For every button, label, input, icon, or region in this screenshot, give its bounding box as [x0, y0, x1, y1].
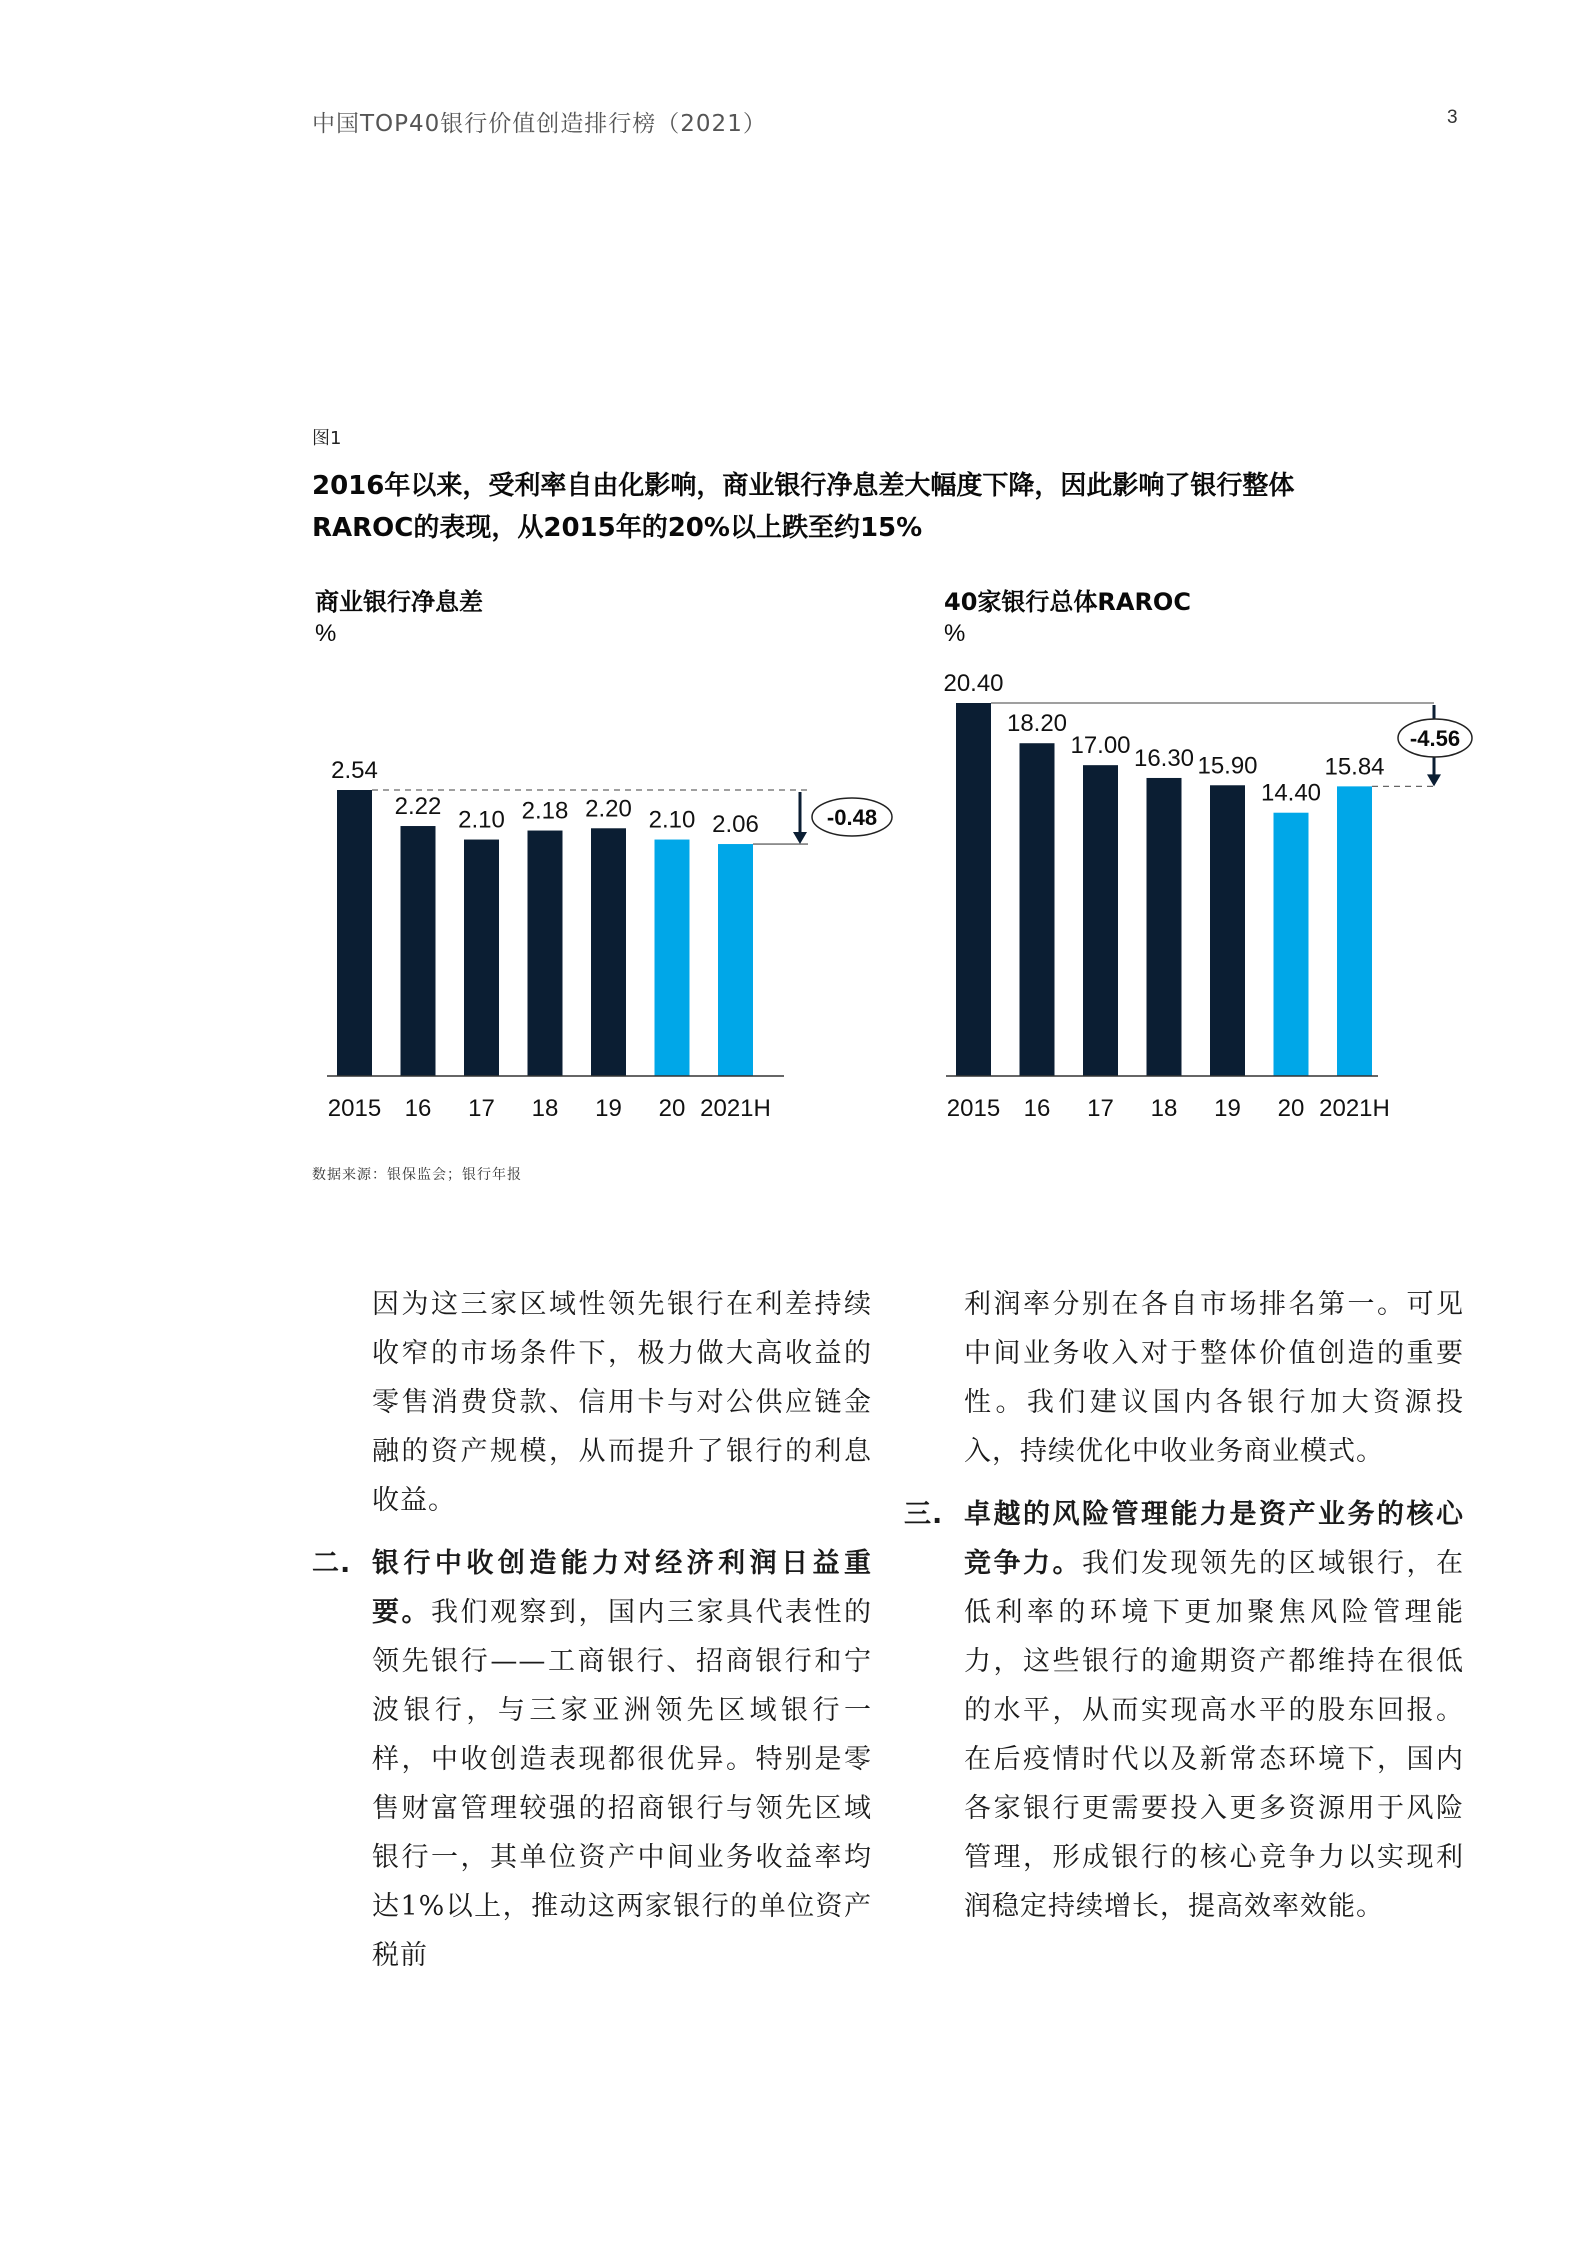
value-label-16: 2.22	[394, 793, 442, 821]
x-tick-18: 18	[531, 1095, 559, 1122]
figure-title-line1: 2016年以来，受利率自由化影响，商业银行净息差大幅度下降，因此影响了银行整体	[312, 471, 1295, 501]
x-tick-20: 20	[1277, 1095, 1305, 1122]
x-tick-18: 18	[1150, 1095, 1178, 1122]
chart2-unit: %	[944, 620, 966, 647]
bar-17	[1083, 765, 1118, 1076]
x-tick-2015: 2015	[946, 1095, 1001, 1122]
right-intro-paragraph: 利润率分别在各自市场排名第一。可见中间业务收入对于整体价值创造的重要性。我们建议国内各银行加大资源投入，持续优化中收业务商业模式。	[964, 1289, 1464, 1467]
page-number: 3	[1447, 107, 1458, 128]
bar-2015	[956, 703, 991, 1076]
section-2-number: 二.	[312, 1548, 352, 1579]
x-tick-2021H: 2021H	[1319, 1095, 1390, 1122]
bar-20	[1274, 813, 1309, 1076]
x-tick-19: 19	[595, 1095, 622, 1122]
value-label-20: 14.40	[1260, 779, 1322, 807]
value-label-2015: 2.54	[331, 757, 378, 784]
value-label-19: 15.90	[1197, 752, 1258, 780]
bar-16	[1020, 743, 1055, 1076]
value-label-16: 18.20	[1006, 710, 1068, 738]
section-2-text: 我们观察到，国内三家具代表性的领先银行——工商银行、招商银行和宁波银行，与三家亚洲领先区域银行一样，中收创造表现都很优异。特别是零售财富管理较强的招商银行与领先区域银行一，其单位资产中间业务收益率均达1%以上，推动这两家银行的单位资产税前	[372, 1597, 872, 1971]
change-label: -4.56	[1409, 726, 1461, 751]
x-tick-17: 17	[1087, 1095, 1114, 1122]
section-3-lead: 卓越的风险管理能力是资产业务的核心竞争力。	[964, 1499, 1464, 1579]
bar-18	[1147, 778, 1182, 1076]
left-intro-paragraph: 因为这三家区域性领先银行在利差持续收窄的市场条件下，极力做大高收益的零售消费贷款、信用卡与对公供应链金融的资产规模，从而提升了银行的利息收益。	[372, 1289, 872, 1516]
value-label-18: 16.30	[1133, 744, 1195, 772]
figure-title-line2: RAROC的表现，从2015年的20%以上跌至约15%	[312, 513, 923, 543]
value-label-2015: 20.40	[943, 670, 1004, 697]
report-title: 中国TOP40银行价值创造排行榜（2021）	[312, 111, 767, 137]
chart1-unit: %	[315, 620, 337, 647]
chart2-title: 40家银行总体RAROC	[944, 588, 1191, 616]
x-tick-17: 17	[468, 1095, 495, 1122]
section-3-paragraph	[964, 1490, 1464, 1931]
section-3-number: 三.	[904, 1499, 944, 1530]
value-label-20: 2.10	[648, 806, 696, 834]
section-3-text: 我们发现领先的区域银行，在低利率的环境下更加聚焦风险管理能力，这些银行的逾期资产都维持在很低的水平，从而实现高水平的股东回报。在后疫情时代以及新常态环境下，国内各家银行更需要投入更多资源用于风险管理，形成银行的核心竞争力以实现利润稳定持续增长，提高效率效能。	[964, 1548, 1464, 1922]
section-3	[904, 1490, 1464, 1931]
data-source-note: 数据来源：银保监会；银行年报	[312, 1167, 522, 1183]
value-label-19: 2.20	[585, 795, 632, 823]
body-left-column	[312, 1280, 872, 1980]
x-tick-19: 19	[1214, 1095, 1241, 1122]
x-tick-20: 20	[658, 1095, 686, 1122]
change-arrow-head	[1427, 774, 1441, 786]
change-label: -0.48	[826, 805, 878, 830]
bar-19	[1210, 785, 1245, 1076]
body-right-column	[904, 1280, 1464, 1931]
value-label-2021H: 15.84	[1324, 753, 1385, 781]
chart1-title: 商业银行净息差	[315, 588, 483, 616]
value-label-17: 2.10	[458, 806, 505, 834]
x-tick-2021H: 2021H	[700, 1095, 771, 1122]
value-label-2021H: 2.06	[712, 811, 759, 839]
section-2	[312, 1539, 872, 1980]
x-tick-16: 16	[404, 1095, 432, 1122]
figure-label: 图1	[312, 428, 342, 449]
x-tick-16: 16	[1023, 1095, 1051, 1122]
value-label-18: 2.18	[521, 797, 569, 825]
section-2-lead: 银行中收创造能力对经济利润日益重要。	[372, 1548, 872, 1628]
x-tick-2015: 2015	[327, 1095, 382, 1122]
value-label-17: 17.00	[1070, 732, 1131, 760]
section-2-paragraph	[372, 1539, 872, 1980]
bar-2021H	[1337, 786, 1372, 1076]
